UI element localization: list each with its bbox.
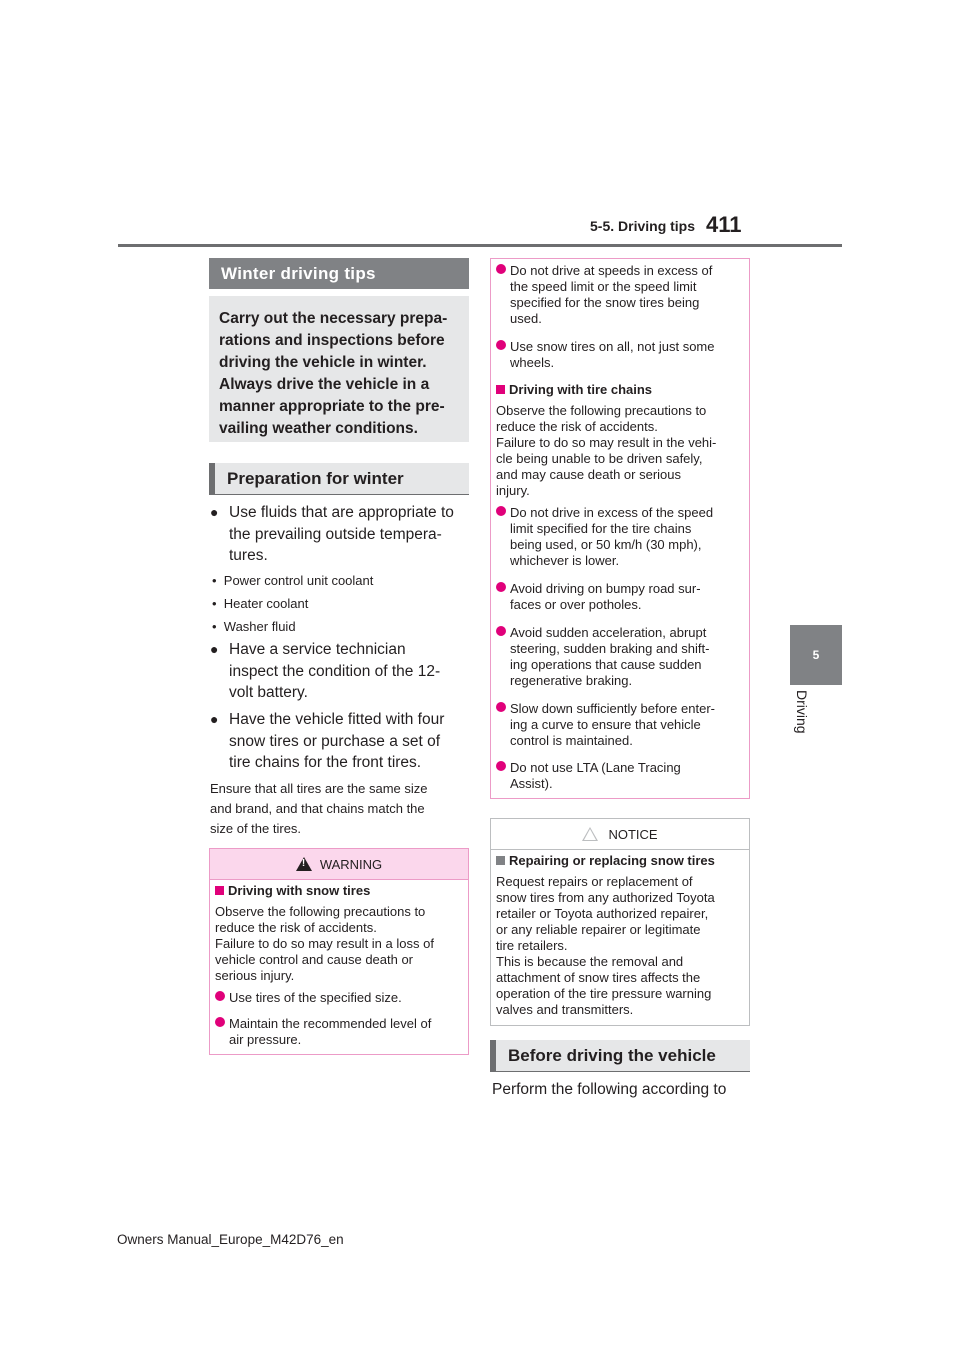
item-line: Do not drive at speeds in excess of: [510, 263, 713, 278]
warning-subhead-text: Driving with tire chains: [509, 382, 653, 397]
notice-box: [490, 818, 750, 1026]
warning-subhead-text: Driving with snow tires: [228, 883, 371, 898]
notice-paragraph: [496, 874, 746, 1018]
intro-line: driving the vehicle in winter.: [219, 354, 427, 371]
note-line: size of the tires.: [210, 821, 302, 836]
item-line: Do not drive in excess of the speed: [510, 505, 714, 520]
bullet-icon: [496, 340, 506, 350]
bullet-icon: ●: [210, 641, 219, 657]
notice-subhead: [496, 853, 715, 868]
item-line: ing operations that cause sudden: [510, 657, 702, 672]
item-line: steering, sudden braking and shift-: [510, 641, 710, 656]
item-line: limit specified for the tire chains: [510, 521, 692, 536]
item-line: regenerative braking.: [510, 673, 633, 688]
para-line: Failure to do so may result in the vehi-: [496, 435, 717, 450]
item-line: faces or over potholes.: [510, 597, 642, 612]
bullet-icon: [496, 264, 506, 274]
para-line: injury.: [496, 483, 530, 498]
para-line: or any reliable repairer or legitimate: [496, 922, 701, 937]
warning-item: [215, 1016, 465, 1050]
fluid-item: • Power control unit coolant: [212, 573, 374, 588]
list-item-line: the prevailing outside tempera-: [229, 525, 442, 543]
warning-item: [496, 625, 746, 689]
bullet-icon: [496, 506, 506, 516]
warning-box: [209, 848, 469, 1055]
preparation-heading: Preparation for winter: [209, 463, 469, 495]
para-line: reduce the risk of accidents.: [496, 419, 658, 434]
warning-item: [496, 760, 746, 794]
item-line: being used, or 50 km/h (30 mph),: [510, 537, 702, 552]
para-line: tire retailers.: [496, 938, 568, 953]
bullet-icon: [496, 761, 506, 771]
fluid-label: Washer fluid: [223, 619, 296, 634]
para-line: reduce the risk of accidents.: [215, 920, 377, 935]
item-line: used.: [510, 311, 542, 326]
para-line: serious injury.: [215, 968, 295, 983]
para-line: snow tires from any authorized Toyota: [496, 890, 715, 905]
fluid-label: Power control unit coolant: [223, 573, 374, 588]
item-line: Avoid driving on bumpy road sur-: [510, 581, 701, 596]
para-line: Observe the following precautions to: [496, 403, 707, 418]
para-line: and may cause death or serious: [496, 467, 681, 482]
warning-item: [215, 990, 465, 1008]
note-line: and brand, and that chains match the: [210, 801, 425, 816]
para-line: valves and transmitters.: [496, 1002, 634, 1017]
warning-subhead: [496, 382, 652, 397]
para-line: vehicle control and cause death or: [215, 952, 414, 967]
list-item: [210, 502, 470, 568]
para-line: This is because the removal and: [496, 954, 684, 969]
item-line: Slow down sufficiently before enter-: [510, 701, 715, 716]
intro-line: manner appropriate to the pre-: [219, 398, 445, 415]
caution-icon: [582, 827, 598, 841]
item-line: Assist).: [510, 776, 553, 791]
bullet-icon: [496, 582, 506, 592]
square-bullet-icon: [496, 856, 505, 865]
intro-line: vailing weather conditions.: [219, 420, 418, 437]
warning-box-continued: [490, 258, 750, 799]
item-line: specified for the snow tires being: [510, 295, 700, 310]
before-driving-heading: Before driving the vehicle: [490, 1040, 750, 1072]
item-line: whichever is lower.: [510, 553, 620, 568]
list-item-line: volt battery.: [229, 684, 308, 701]
warning-item: [496, 701, 746, 749]
intro-line: Always drive the vehicle in a: [219, 376, 430, 393]
chapter-tab[interactable]: 5: [790, 625, 842, 685]
list-item: [210, 709, 470, 775]
list-item-line: Have a service technician: [229, 641, 406, 658]
para-line: retailer or Toyota authorized repairer,: [496, 906, 709, 921]
list-item-line: Have the vehicle fitted with four: [229, 711, 445, 728]
intro-line: Carry out the necessary prepa-: [219, 310, 448, 327]
winter-tips-heading: Winter driving tips: [209, 258, 469, 289]
bullet-icon: ●: [210, 711, 219, 727]
section-title: 5-5. Driving tips: [590, 218, 696, 234]
para-line: Observe the following precautions to: [215, 904, 426, 919]
trailing-text: Perform the following according to: [492, 1081, 727, 1098]
para-line: attachment of snow tires affects the: [496, 970, 701, 985]
tire-note: [210, 779, 470, 839]
square-bullet-icon: [496, 385, 505, 394]
item-line: the speed limit or the speed limit: [510, 279, 697, 294]
warning-title-bar: [210, 849, 468, 880]
note-line: Ensure that all tires are the same size: [210, 781, 428, 796]
para-line: Failure to do so may result in a loss of: [215, 936, 434, 951]
list-item-line: tures.: [229, 547, 268, 564]
header-rule: [118, 244, 842, 247]
list-item-line: inspect the condition of the 12-: [229, 662, 441, 680]
warning-title: WARNING: [319, 856, 383, 872]
fluid-label: Heater coolant: [223, 596, 309, 611]
bullet-icon: ●: [210, 504, 219, 520]
square-bullet-icon: [215, 886, 224, 895]
item-line: control is maintained.: [510, 733, 633, 748]
page-number: 411: [706, 212, 742, 237]
warning-paragraph: [215, 904, 465, 984]
notice-subhead-text: Repairing or replacing snow tires: [509, 853, 715, 868]
warning-item: [496, 339, 746, 373]
intro-line: rations and inspections before: [219, 332, 445, 349]
notice-title: NOTICE: [608, 826, 658, 842]
para-line: Request repairs or replacement of: [496, 874, 693, 889]
fluid-item: • Washer fluid: [212, 619, 296, 634]
list-item-line: Use fluids that are appropriate to: [229, 504, 454, 521]
bullet-icon: [496, 702, 506, 712]
chapter-label: Driving: [794, 690, 810, 734]
warning-item: [496, 581, 746, 615]
warning-paragraph: [496, 403, 746, 499]
para-line: cle being unable to be driven safely,: [496, 451, 703, 466]
notice-title-bar: [491, 819, 749, 850]
item-line: Use snow tires on all, not just some: [510, 339, 715, 354]
fluid-item: • Heater coolant: [212, 596, 309, 611]
warning-subhead: [215, 883, 370, 898]
warning-item: [496, 263, 746, 327]
item-line: Maintain the recommended level of: [229, 1016, 432, 1031]
item-line: Avoid sudden acceleration, abrupt: [510, 625, 707, 640]
list-item-line: tire chains for the front tires.: [229, 754, 422, 771]
intro-box: [209, 296, 469, 442]
item-line: Use tires of the specified size.: [229, 990, 402, 1005]
item-line: air pressure.: [229, 1032, 302, 1047]
footer-text: Owners Manual_Europe_M42D76_en: [117, 1232, 344, 1247]
item-line: Do not use LTA (Lane Tracing: [510, 760, 681, 775]
bullet-icon: [215, 991, 225, 1001]
item-line: ing a curve to ensure that vehicle: [510, 717, 701, 732]
warning-icon: [296, 857, 312, 871]
para-line: operation of the tire pressure warning: [496, 986, 712, 1001]
list-item-line: snow tires or purchase a set of: [229, 732, 441, 750]
bullet-icon: [496, 626, 506, 636]
bullet-icon: [215, 1017, 225, 1027]
item-line: wheels.: [510, 355, 555, 370]
list-item: [210, 639, 470, 705]
warning-item: [496, 505, 746, 569]
